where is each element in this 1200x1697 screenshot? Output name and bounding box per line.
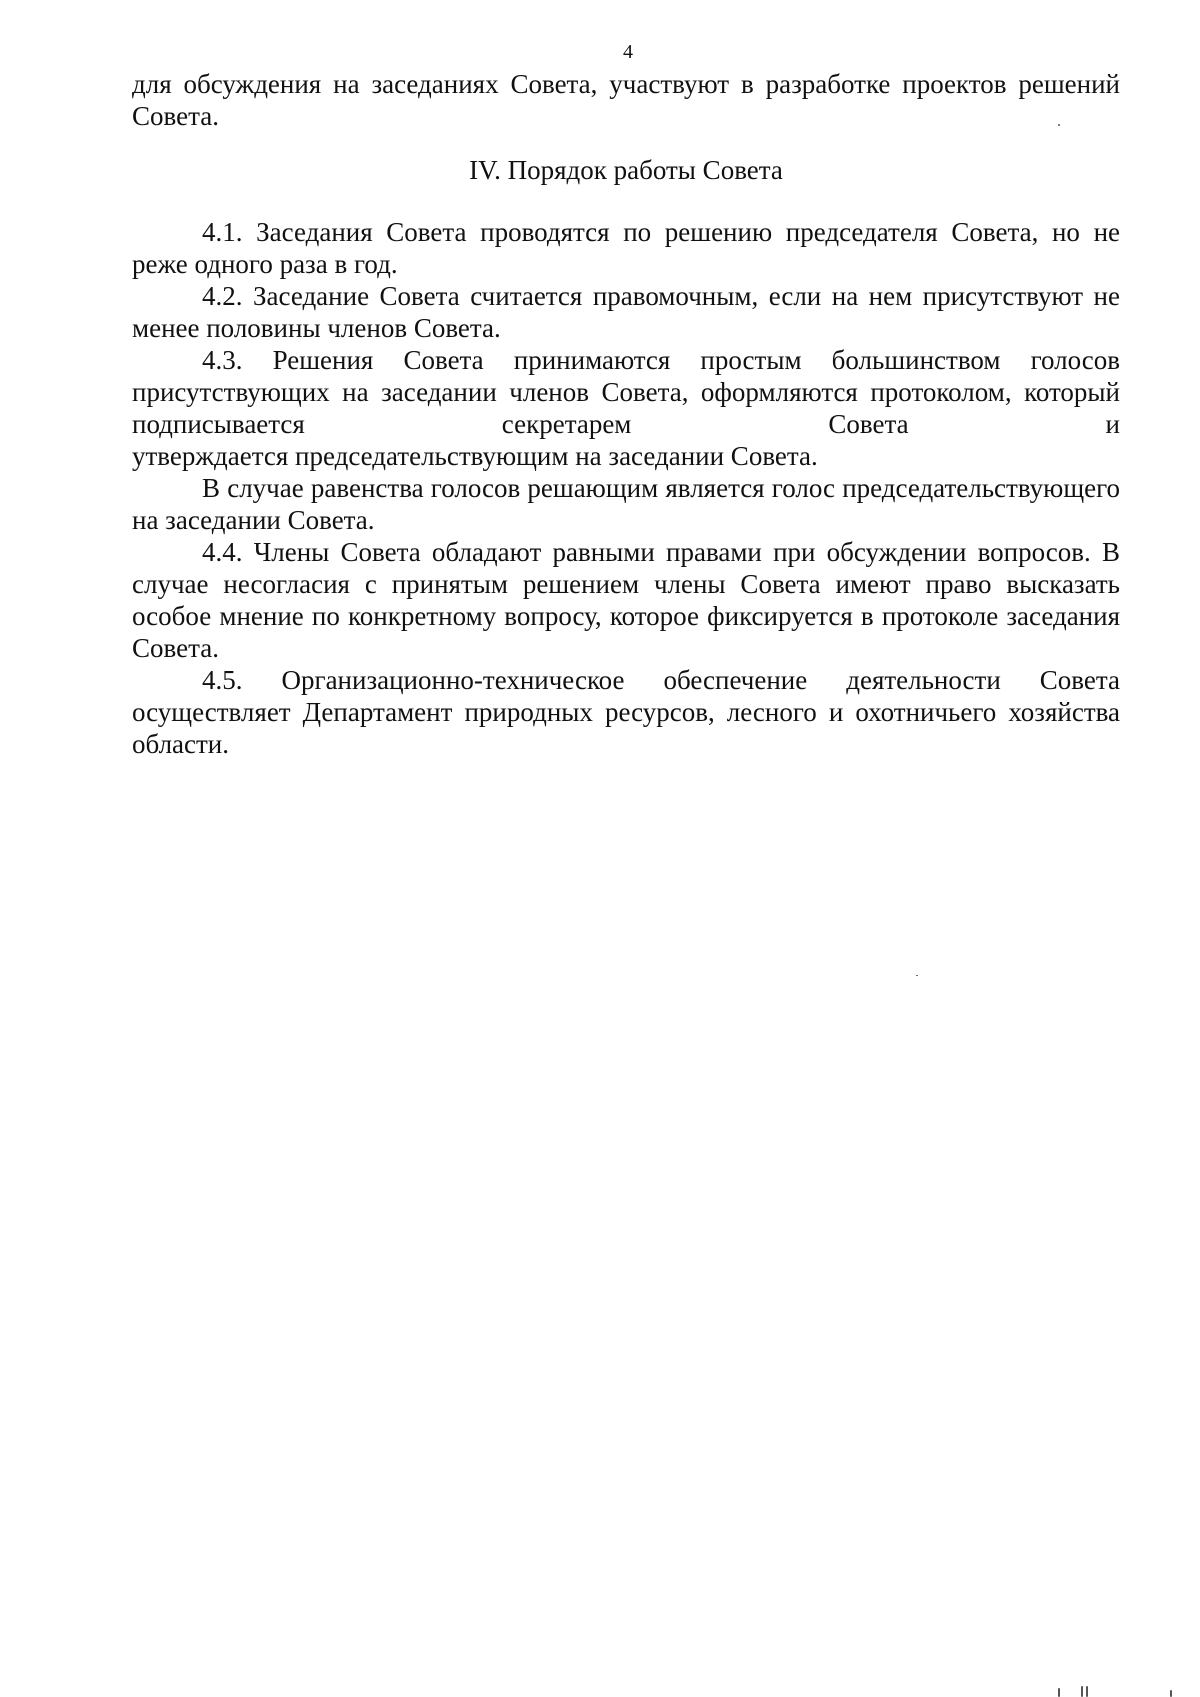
scan-speck xyxy=(916,975,918,976)
document-body xyxy=(132,68,1120,760)
scan-speck xyxy=(1170,1690,1172,1697)
scan-speck xyxy=(1086,1686,1088,1697)
scan-speck xyxy=(1081,1686,1083,1697)
section-heading: IV. Порядок работы Совета xyxy=(469,155,783,185)
paragraph-4-2: 4.2. Заседание Совета считается правомочным, если на нем присутствуют не менее половины членов Совета. xyxy=(132,281,1120,343)
paragraph-4-4: 4.4. Члены Совета обладают равными правами при обсуждении вопросов. В случае несогласия с принятым решением члены Совета имеют право высказать особое мнение по конкретному вопросу, которое фиксируется в протоколе заседания Совета. xyxy=(132,537,1120,663)
paragraph-4-3-continuation: утверждается председательствующим на заседании Совета. xyxy=(132,441,818,471)
spacer xyxy=(132,186,1120,216)
page-number: 4 xyxy=(623,41,633,63)
scan-speck xyxy=(1058,1688,1060,1697)
paragraph-4-5: 4.5. Организационно-техническое обеспечение деятельности Совета осуществляет Департамент природных ресурсов, лесного и охотничьего хозяйства области. xyxy=(132,665,1120,759)
intro-paragraph: для обсуждения на заседаниях Совета, участвуют в разработке проектов решений Совета. xyxy=(132,69,1120,131)
paragraph-4-3: 4.3. Решения Совета принимаются простым большинством голосов присутствующих на заседании членов Совета, оформляются протоколом, который подписывается секретарем Совета и xyxy=(132,345,1120,439)
paragraph-4-1: 4.1. Заседания Совета проводятся по решению председателя Совета, но не реже одного раза в год. xyxy=(132,217,1120,279)
paragraph-tie-vote: В случае равенства голосов решающим является голос председательствующего на заседании Совета. xyxy=(132,473,1120,535)
scan-speck xyxy=(1058,124,1060,126)
